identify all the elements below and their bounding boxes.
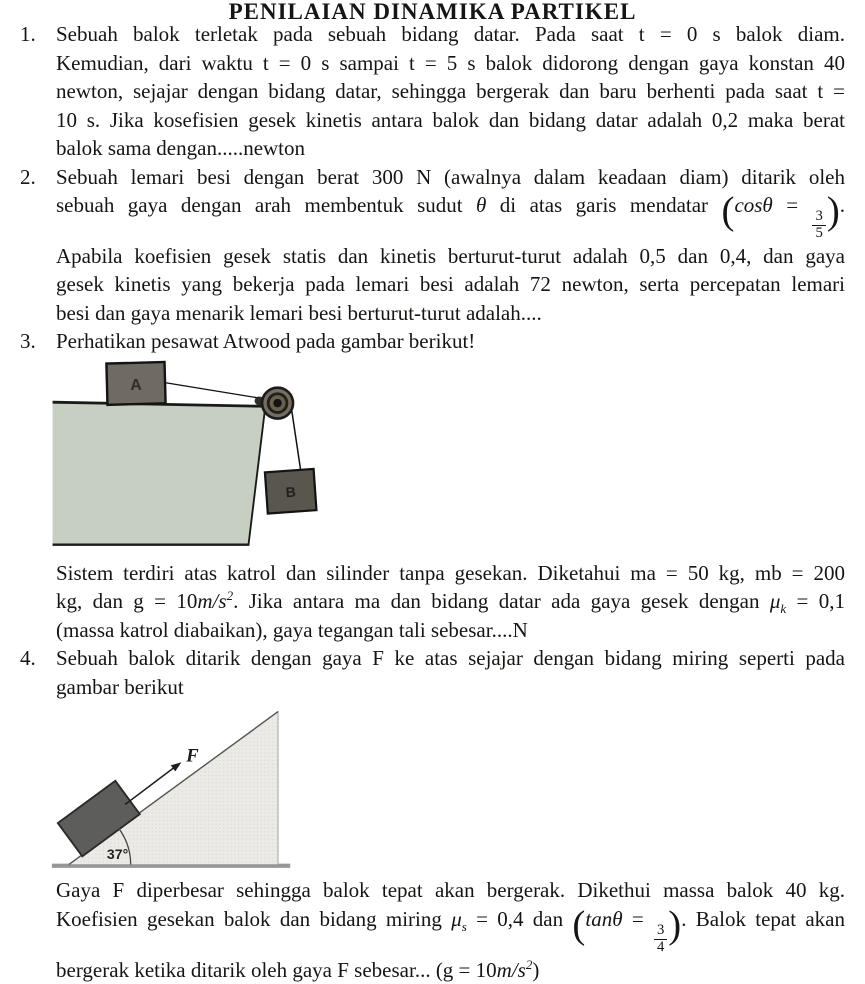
pulley-icon [262, 387, 293, 418]
problem-2-text [56, 163, 845, 328]
math-token: m/s [496, 957, 526, 982]
text-line: besi dan gaya menarik lemari besi berturut-turut adalah.... [56, 300, 542, 325]
math-token: s [461, 919, 467, 935]
text-line: newton, sejajar dengan bidang datar, sehingga bergerak dan baru berhenti pada saat t = [56, 79, 845, 103]
problem-list [20, 20, 845, 984]
fraction-denominator: 4 [656, 938, 665, 955]
math-token: 2 [226, 588, 234, 604]
math-token: m/s [197, 589, 227, 614]
text-line: Kemudian, dari waktu t = 0 s sampai t = 5 s balok didorong dengan gaya konstan 40 [56, 50, 845, 75]
text-line: Sebuah balok terletak pada sebuah bidang datar. Pada saat t = 0 s balok diam. [56, 22, 845, 46]
text-line: Sebuah balok ditarik dengan gaya F ke atas sejajar dengan bidang miring seperti pada [56, 646, 845, 671]
math-token: μ [769, 589, 781, 614]
problem-4-paragraph [56, 876, 845, 984]
problem-3-paragraph [56, 559, 845, 645]
problem-4-number: 4. [20, 646, 36, 671]
block-b-label: B [285, 483, 297, 501]
text-line: bergerak ketika ditarik oleh gaya F sebesar... $(g = 10m/s^2)$ [56, 956, 540, 982]
math-token: 2 [525, 956, 533, 972]
text-line: Perhatikan pesawat Atwood pada gambar berikut! [56, 329, 476, 354]
rope-vertical [292, 410, 301, 473]
problem-1-number: 1. [20, 22, 36, 46]
block-a [106, 362, 165, 405]
math-token: ( [572, 903, 586, 947]
fraction-numerator: 3 [654, 923, 667, 940]
math-token: k [780, 601, 787, 617]
problem-3 [20, 327, 845, 644]
force-arrowhead-icon [171, 763, 182, 772]
problem-2-paragraph [56, 163, 845, 328]
text-line: Gaya F diperbesar sehingga balok tepat akan bergerak. Dikethui massa balok 40 kg. [56, 878, 845, 903]
block-b [265, 469, 317, 514]
problem-4-intro [56, 644, 845, 701]
fraction-denominator: 5 [815, 224, 823, 241]
math-token: ) [668, 903, 682, 947]
math-token: ( [721, 189, 735, 233]
text-line: Sistem terdiri atas katrol dan silinder tanpa gesekan. Diketahui ma = 50 kg, mb = 200 [56, 560, 845, 585]
text-line: Sebuah lemari besi dengan berat 300 N (awalnya dalam keadaan diam) ditarik oleh [56, 164, 845, 189]
text-line: sebuah gaya dengan arah membentuk sudut θ di atas garis mendatar (cosθ = $\frac{3}{5}$ ). [56, 189, 846, 241]
block-a-label: A [130, 376, 143, 394]
math-token: tanθ [585, 906, 623, 931]
text-line: Apabila koefisien gesek statis dan kinetis berturut-turut adalah 0,5 dan 0,4, dan gaya [56, 243, 845, 268]
page-title-text: PENILAIAN DINAMIKA PARTIKEL [228, 0, 637, 24]
text-line: 10 s. Jika kosefisien gesek kinetis antara balok dan bidang datar adalah 0,2 maka berat [56, 107, 845, 132]
math-token: θ [476, 193, 487, 217]
problem-2 [20, 163, 845, 328]
table-surface [53, 402, 266, 545]
math-token [811, 209, 826, 242]
math-token [653, 923, 668, 956]
math-token: μ [451, 906, 462, 931]
clipped-page-title [20, 0, 845, 24]
problem-2-number: 2. [20, 164, 36, 189]
text-line: Koefisien gesekan balok dan bidang miring $\mu_s = 0,4$ dan (tanθ = $\frac{3}{4}$ ). Balok tepat akan [56, 903, 845, 955]
problem-3-text [56, 327, 845, 644]
problem-1-paragraph [56, 20, 845, 163]
math-token: cosθ [734, 193, 773, 217]
angle-label: 37° [106, 846, 129, 863]
incline-figure [50, 703, 294, 876]
fraction-numerator: 3 [812, 209, 825, 226]
problem-4 [20, 644, 845, 984]
math-token: ) [826, 189, 840, 233]
problem-1 [20, 20, 845, 163]
problem-3-intro [56, 327, 845, 356]
text-line: (massa katrol diabaikan), gaya tegangan tali sebesar....N [56, 617, 528, 642]
pulley-hub [273, 399, 281, 407]
text-line: kg, dan $g = 10m/s^2$. Jika antara ma dan bidang datar ada gaya gesek dengan $\mu_k = 0,1$ [56, 588, 845, 617]
problem-4-text [56, 644, 845, 984]
text-line: balok sama dengan.....newton [56, 136, 306, 160]
problem-3-number: 3. [20, 329, 36, 354]
atwood-figure [46, 358, 346, 557]
problem-1-text [56, 20, 845, 163]
text-line: gesek kinetis yang bekerja pada lemari besi adalah 72 newton, serta percepatan lemari [56, 272, 845, 297]
text-line: gambar berikut [56, 674, 184, 699]
force-label: F [186, 745, 199, 767]
